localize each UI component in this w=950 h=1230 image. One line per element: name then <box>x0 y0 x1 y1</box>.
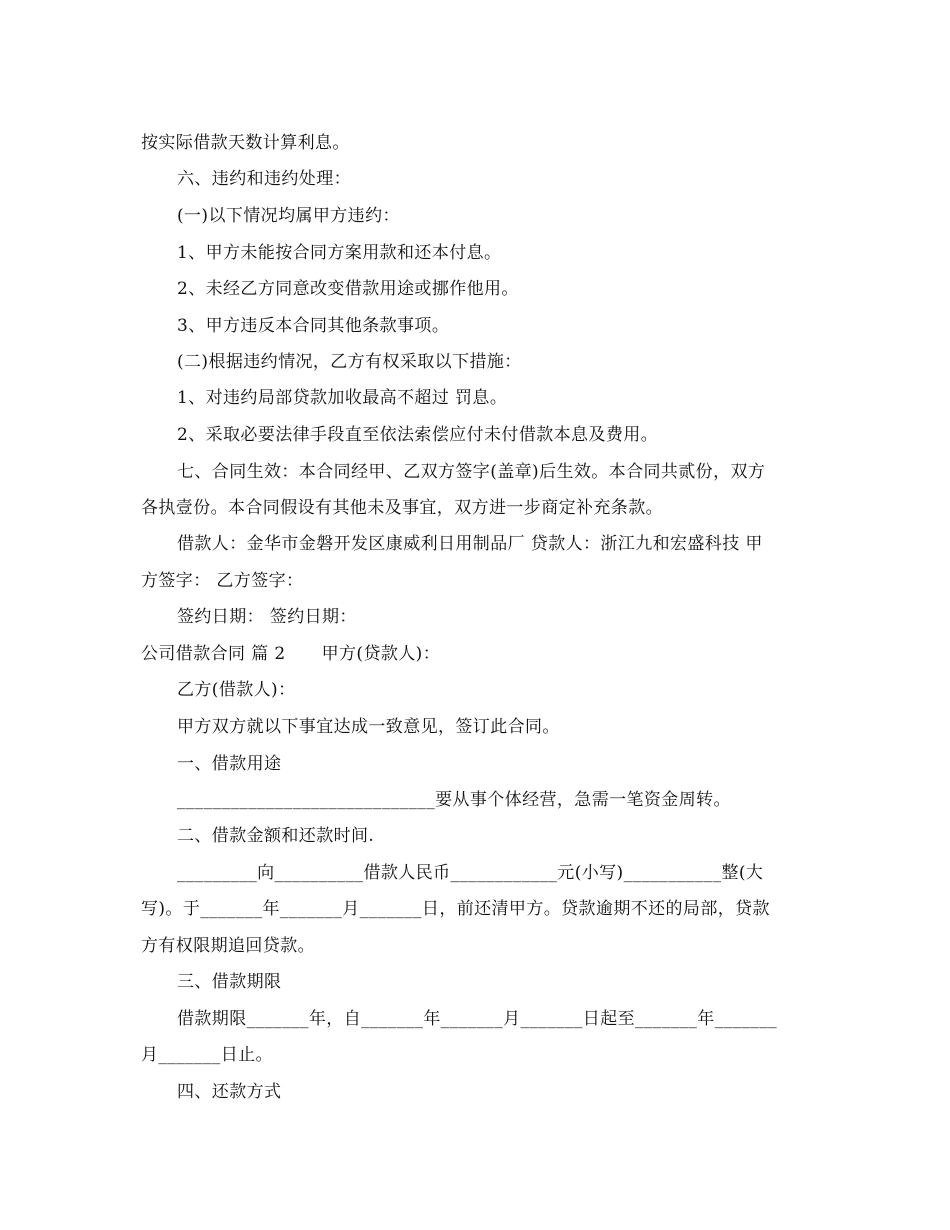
contract-title: 公司借款合同 篇 2 <box>141 644 286 664</box>
text-line: 写)。于_______年_______月_______日，前还清甲方。贷款逾期不还的局部，贷款 <box>141 899 770 919</box>
text-line: 乙方(借款人)： <box>177 680 296 700</box>
text-line: 方签字： 乙方签字： <box>141 571 304 591</box>
section-heading: 一、借款用途 <box>177 754 282 774</box>
section-heading: 四、还款方式 <box>177 1082 282 1102</box>
text-line: (二)根据违约情况，乙方有权采取以下措施： <box>177 352 522 372</box>
text-line: 各执壹份。本合同假设有其他未及事宜，双方进一步商定补充条款。 <box>141 498 663 518</box>
text-line: _____________________________要从事个体经营，急需一笔资金周转。 <box>177 790 731 810</box>
text-line: 甲方双方就以下事宜达成一致意见，签订此合同。 <box>177 717 560 737</box>
text-line: _________向__________借款人民币____________元(小写)___________整(大 <box>177 863 764 883</box>
text-line: 签约日期： 签约日期： <box>177 607 357 627</box>
list-item: 1、甲方未能按合同方案用款和还本付息。 <box>177 243 502 263</box>
section-heading: 六、违约和违约处理： <box>177 169 351 189</box>
section-heading: 二、借款金额和还款时间. <box>177 826 375 846</box>
section-heading: 七、合同生效：本合同经甲、乙双方签字(盖章)后生效。本合同共贰份，双方 <box>177 462 766 482</box>
list-item: 3、甲方违反本合同其他条款事项。 <box>177 316 450 336</box>
section-heading: 三、借款期限 <box>177 972 282 992</box>
contract-title-line <box>141 640 821 668</box>
text-line: 方有权限期追回贷款。 <box>141 936 315 956</box>
text-line: 月_______日止。 <box>141 1045 273 1065</box>
text-line: 借款人：金华市金磐开发区康威利日用制品厂 贷款人：浙江九和宏盛科技 甲 <box>177 534 763 554</box>
text-line: 借款期限_______年，自_______年_______月_______日起至_______年_______ <box>177 1009 777 1029</box>
list-item: 1、对违约局部贷款加收最高不超过 罚息。 <box>177 388 508 408</box>
list-item: 2、未经乙方同意改变借款用途或挪作他用。 <box>177 279 519 299</box>
party-a-label: 甲方(贷款人)： <box>321 644 441 664</box>
text-line: (一)以下情况均属甲方违约： <box>177 206 400 226</box>
list-item: 2、采取必要法律手段直至依法索偿应付未付借款本息及费用。 <box>177 425 659 445</box>
text-line: 按实际借款天数计算利息。 <box>141 133 350 153</box>
